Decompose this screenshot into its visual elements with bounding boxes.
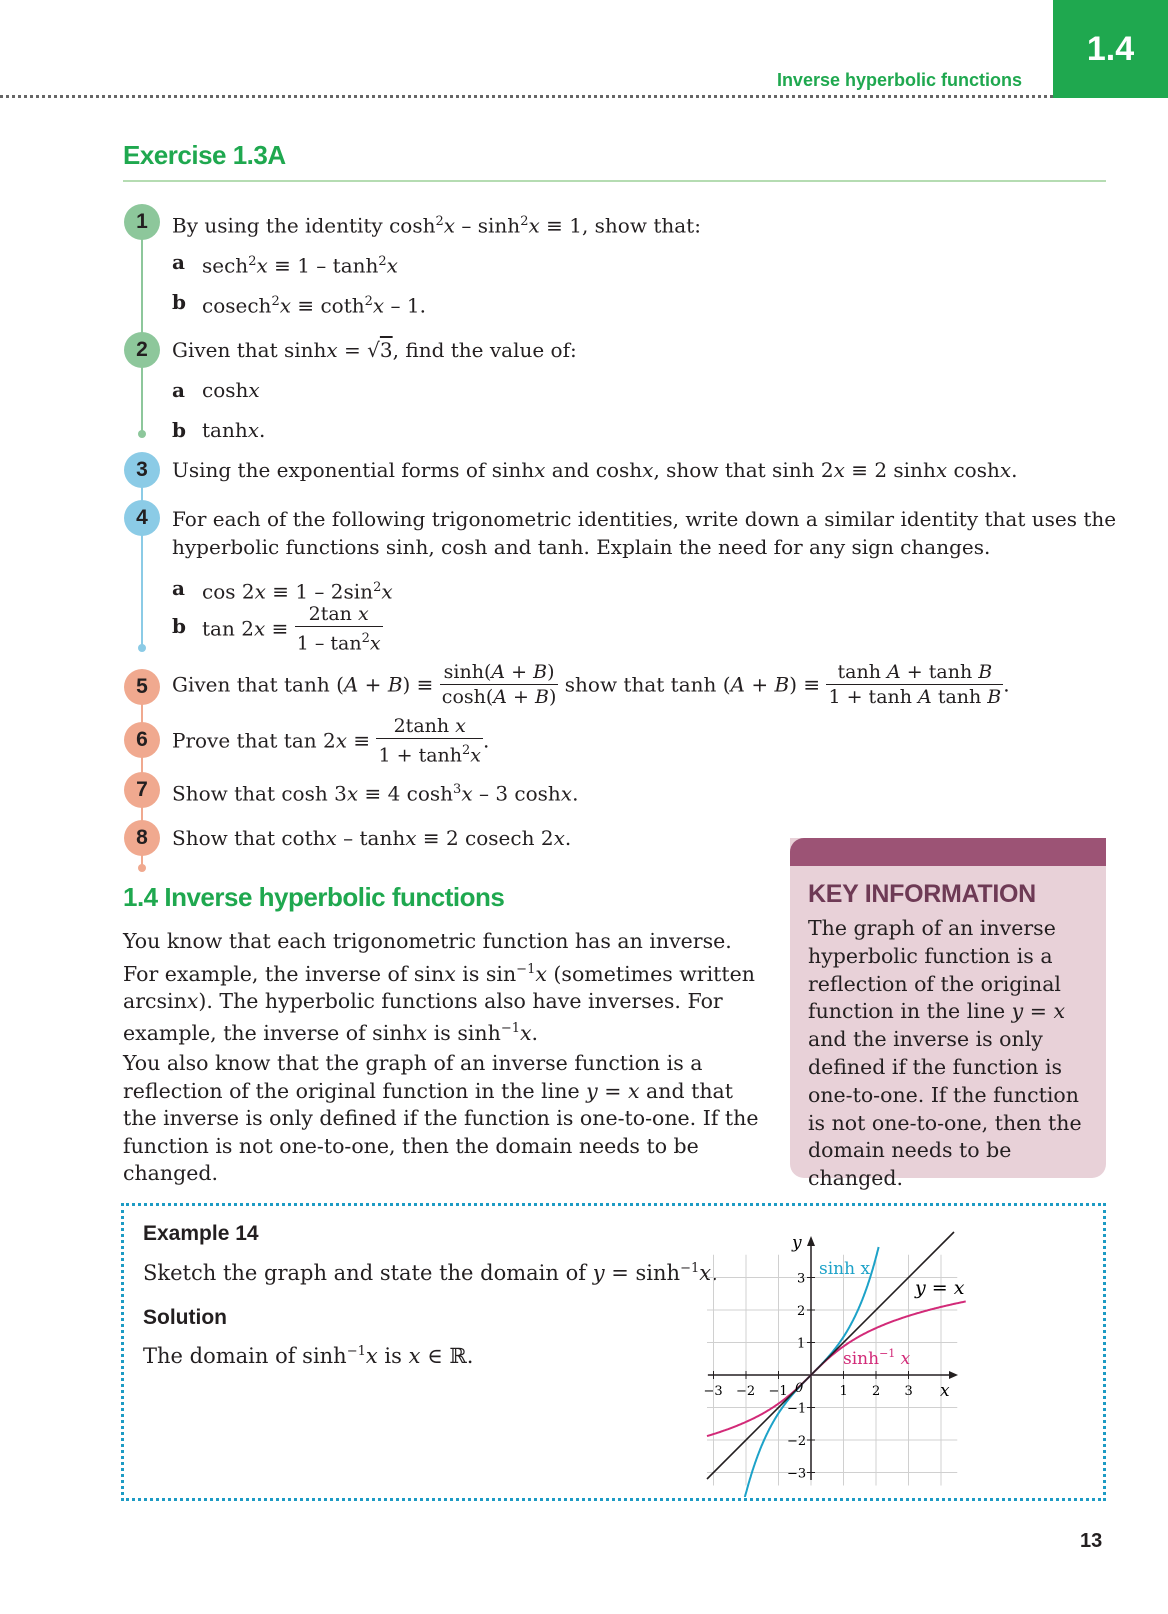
solution-text: The domain of $\sinh^{-1}x$ is x ∈ ℝ. [143, 1344, 474, 1368]
question-number: 6 [124, 722, 160, 758]
question-1-text: By using the identity $\cosh^2x - \sinh^2x \equiv 1$, show that: [172, 213, 701, 238]
x-tick-label: 2 [872, 1384, 881, 1399]
y-tick-label: 1 [797, 1336, 806, 1352]
question-6-text: Prove that tan 2x ≡ $\frac{\text{2tanh x}}{1 + \tanh^2x}$ . [172, 715, 490, 767]
header-divider [0, 95, 1053, 98]
section-title: 1.4 Inverse hyperbolic functions [123, 882, 505, 912]
origin-label: 0 [795, 1381, 804, 1396]
difficulty-line-green [141, 222, 143, 434]
y-axis-arrow [807, 1236, 815, 1246]
key-info-title: KEY INFORMATION [808, 880, 1036, 908]
y-tick-label: −1 [787, 1401, 807, 1417]
exercise-title: Exercise 1.3A [123, 140, 286, 170]
x-axis-arrow [949, 1371, 958, 1379]
y-equals-x-label: y = x [915, 1277, 965, 1299]
question-number: 5 [124, 669, 160, 705]
sinh-inverse-graph [700, 1222, 1000, 1497]
example-title: Example 14 [143, 1222, 259, 1245]
arcsinh-label: $\sinh^{-1} x$ [843, 1347, 911, 1369]
question-number: 2 [124, 332, 160, 368]
y-tick-label: −2 [787, 1434, 807, 1449]
question-2b-text: tanhx. [202, 418, 266, 442]
y-axis-label: y [792, 1233, 802, 1253]
solution-title: Solution [143, 1306, 227, 1329]
difficulty-dot-green [138, 430, 146, 438]
difficulty-dot-orange [138, 864, 146, 872]
section-tab: 1.4 [1053, 0, 1168, 98]
question-5-text: Given that tanh (A + B) ≡ $\frac{\sinh(A + B)}{\cosh(A + B)}$ show that tanh (A + B) ≡ $\frac{\text{tanh A + tanh B}}{\text{1 + tanh A tanh B}}$ . [172, 661, 1010, 708]
x-tick-label: 3 [904, 1384, 913, 1399]
question-4a-text: $\cos 2x \equiv 1 - 2\sin^2x$ [202, 579, 393, 604]
question-4-line-2: hyperbolic functions sinh, cosh and tanh. Explain the need for any sign changes. [172, 535, 991, 559]
question-number: 4 [124, 500, 160, 536]
question-3-text: Using the exponential forms of sinhx and coshx, show that sinh 2x ≡ 2 sinhx coshx. [172, 458, 1018, 482]
key-info-text: The graph of an inverse hyperbolic function is a reflection of the original function in the line y = x and the inverse is only defined if the function is one-to-one. If the function is not one-to-one, then the domain needs to be changed. [808, 916, 1082, 1191]
difficulty-line-blue [141, 470, 143, 646]
question-2a-text: coshx [202, 378, 260, 402]
question-4b-text: tan 2x ≡ $\frac{\text{2tan x}}{1 - \tan^2x}$ [202, 603, 381, 655]
question-4-line-1: For each of the following trigonometric identities, write down a similar identity that uses the [172, 507, 1117, 531]
question-1a-text: $\sec h^2x \equiv 1 - \tanh^2x$ [202, 253, 398, 278]
sinh-label: sinh x [819, 1259, 871, 1279]
y-tick-label: 2 [797, 1304, 806, 1319]
part-label: b [172, 290, 186, 314]
question-2-text: Given that sinhx = √3, find the value of: [172, 338, 577, 362]
difficulty-dot-blue [138, 644, 146, 652]
x-tick-label: −1 [768, 1384, 788, 1399]
y-tick-label: −3 [787, 1466, 807, 1482]
x-tick-label: −2 [736, 1384, 756, 1399]
example-prompt: Sketch the graph and state the domain of $y = \sinh^{-1}x$. [143, 1261, 718, 1285]
question-number: 8 [124, 820, 160, 856]
x-axis-label: x [940, 1381, 950, 1401]
question-1b-text: cosech$^2$x ≡ coth$^2$x – 1. [202, 293, 426, 318]
question-number: 1 [124, 204, 160, 240]
question-8-text: Show that cothx – tanhx ≡ 2 cosech 2x. [172, 826, 572, 850]
running-header: Inverse hyperbolic functions [776, 70, 1022, 90]
section-paragraph-2: You also know that the graph of an inverse function is a reflection of the original function in the line y = x and that the inverse is only defined if the function is one-to-one. If the function is not one-to-one, then the domain needs to be changed. [123, 1051, 759, 1185]
x-tick-label: −3 [703, 1384, 723, 1399]
question-number: 7 [124, 772, 160, 808]
section-paragraph-1: You know that each trigonometric function has an inverse. For example, the inverse of sinx is $\sin^{-1}x$ (sometimes written arcsinx). The hyperbolic functions also have inverses. For example, the inverse of sinhx is $\sinh^{-1}x$. [123, 929, 755, 1046]
exercise-rule [123, 180, 1106, 182]
page-number: 13 [1080, 1530, 1103, 1552]
key-info-bar [790, 838, 1106, 866]
part-label: a [172, 250, 185, 274]
x-tick-label: 1 [839, 1384, 848, 1399]
part-label: a [172, 378, 185, 402]
part-label: b [172, 418, 186, 442]
part-label: b [172, 614, 186, 638]
question-number: 3 [124, 452, 160, 488]
part-label: a [172, 576, 185, 600]
question-7-text: Show that cosh 3x ≡ 4 $\cosh^3x - 3$ coshx. [172, 781, 579, 806]
y-tick-label: 3 [797, 1271, 806, 1287]
